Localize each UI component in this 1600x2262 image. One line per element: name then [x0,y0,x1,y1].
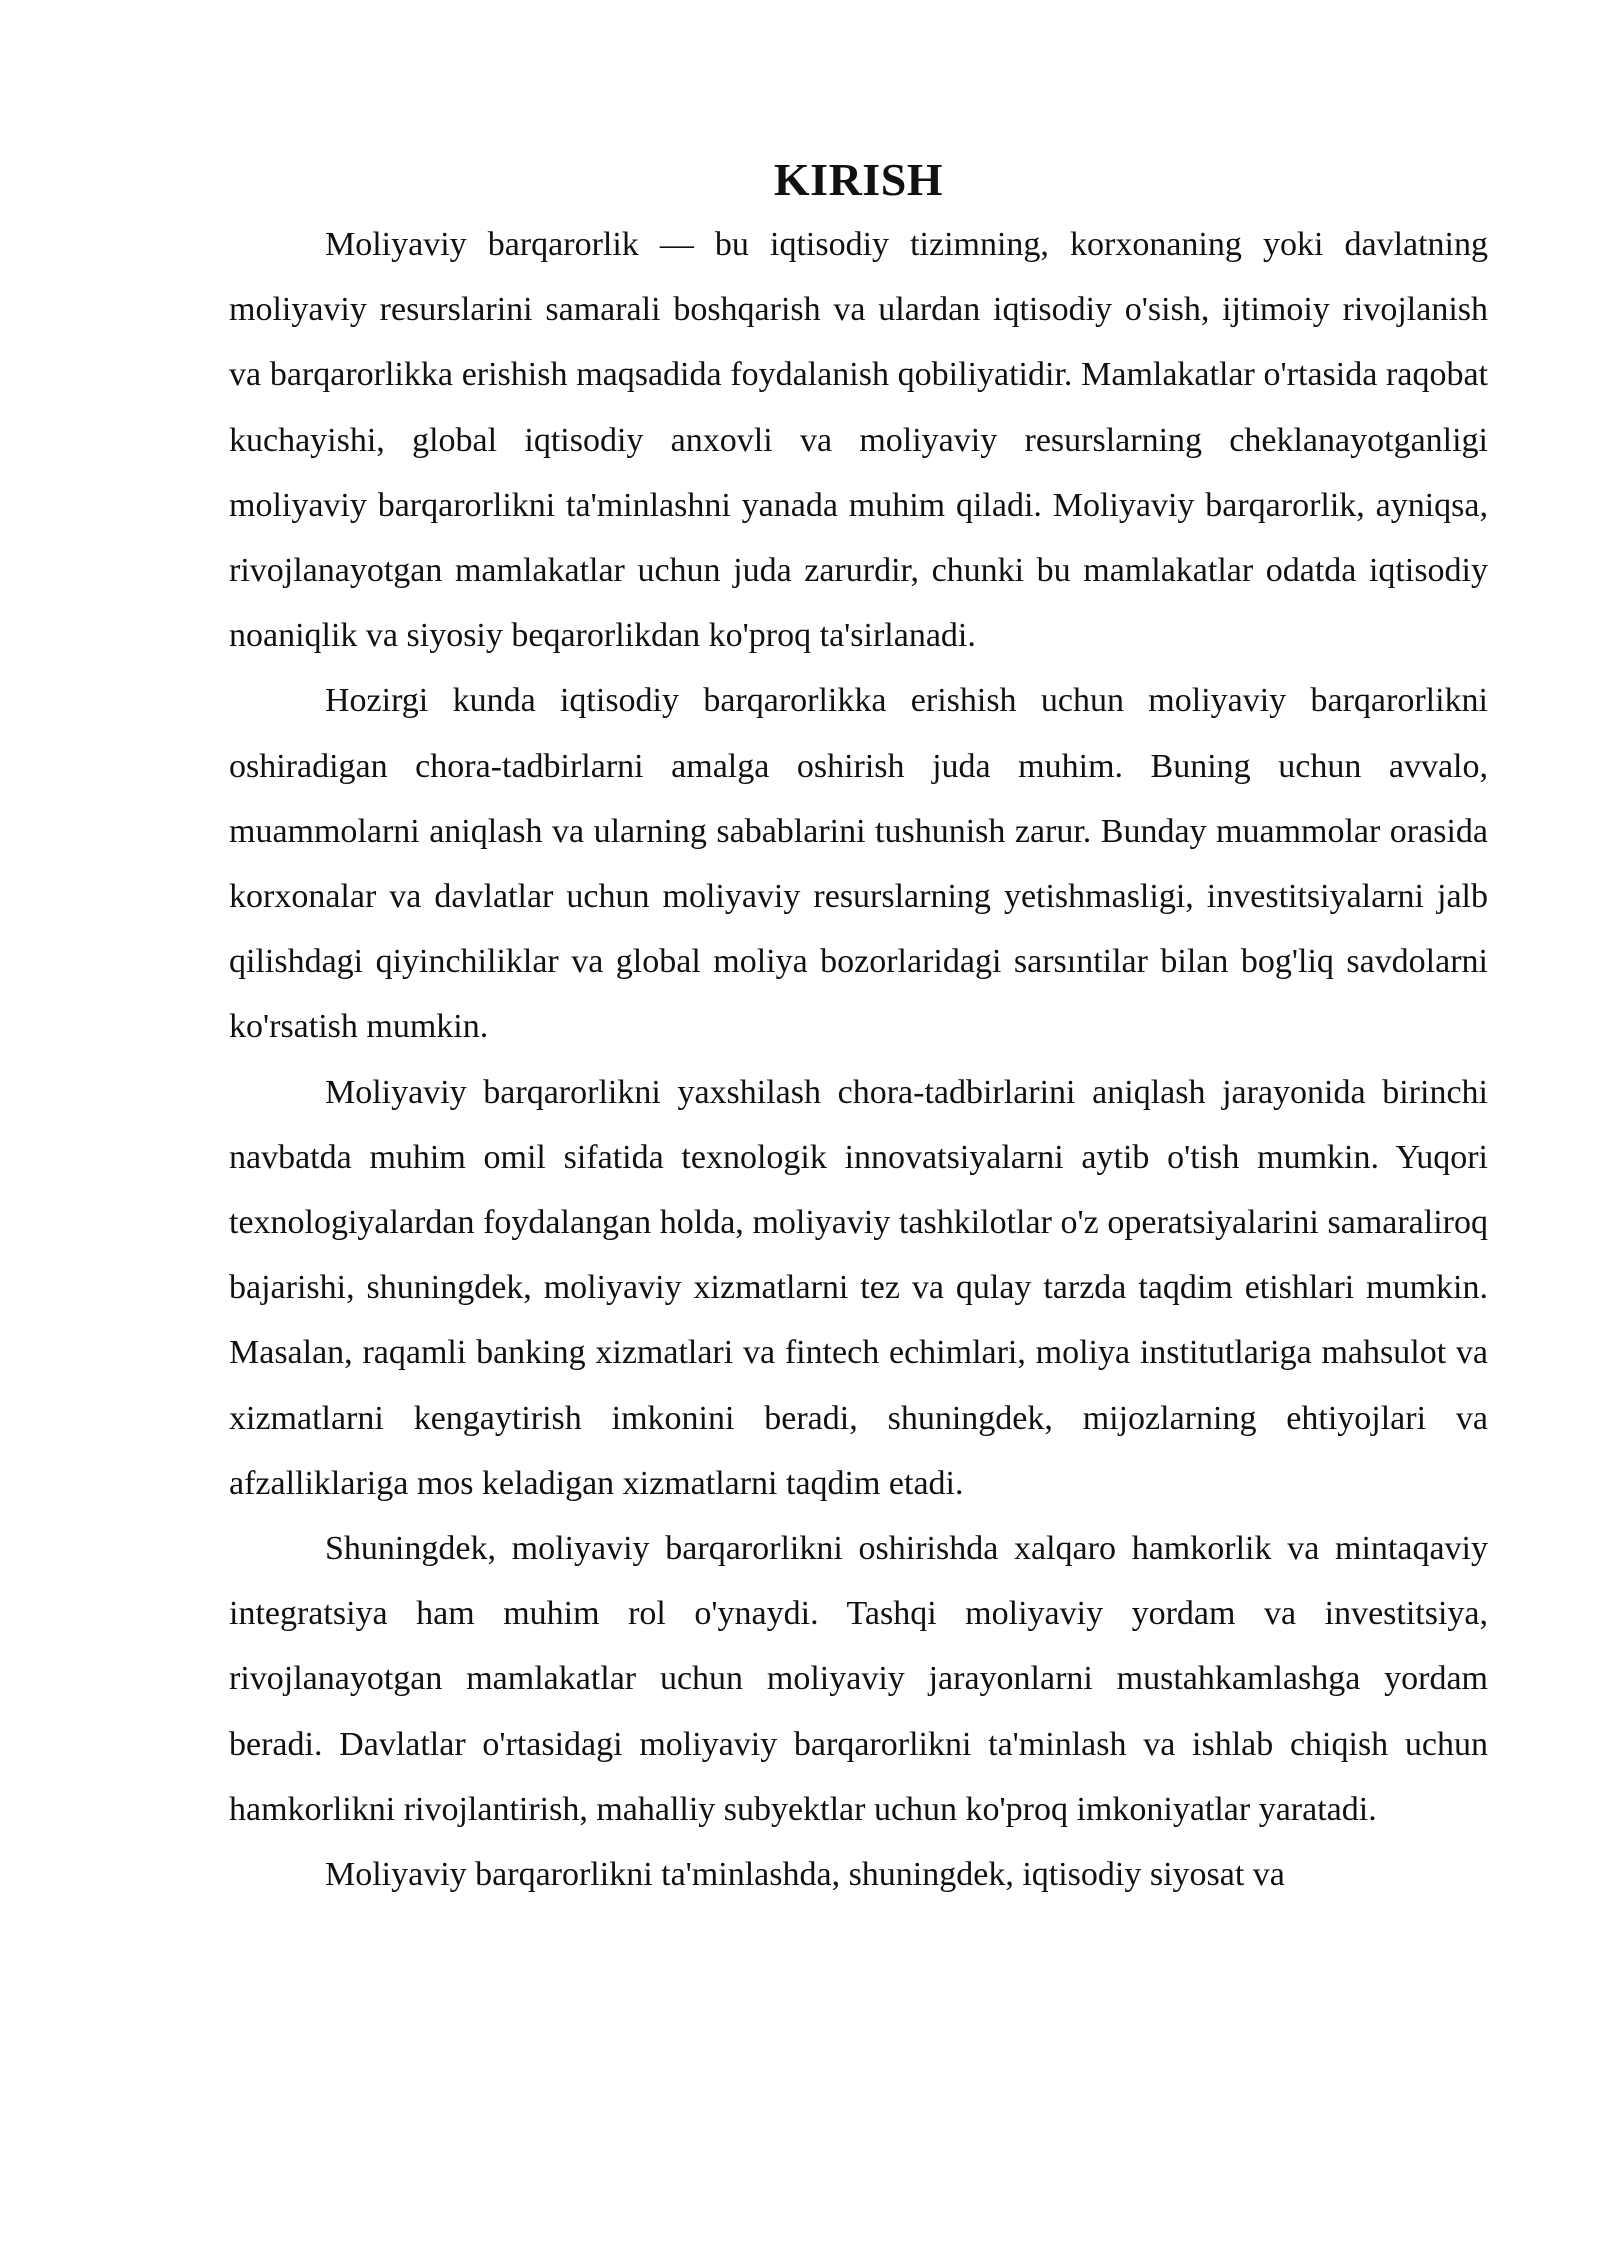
document-body [229,150,1488,1907]
paragraph-1: Moliyaviy barqarorlik — bu iqtisodiy tizimning, korxonaning yoki davlatning moliyaviy resurslarini samarali boshqarish va ulardan iqtisodiy o'sish, ijtimoiy rivojlanish va barqarorlikka erishish maqsadida foydalanish qobiliyatidir. Mamlakatlar o'rtasida raqobat kuchayishi, global iqtisodiy anxovli va moliyaviy resurslarning cheklanayotganligi moliyaviy barqarorlikni ta'minlashni yanada muhim qiladi. Moliyaviy barqarorlik, ayniqsa, rivojlanayotgan mamlakatlar uchun juda zarurdir, chunki bu mamlakatlar odatda iqtisodiy noaniqlik va siyosiy beqarorlikdan ko'proq ta'sirlanadi. [229,226,1488,655]
paragraph-3: Moliyaviy barqarorlikni yaxshilash chora-tadbirlarini aniqlash jarayonida birinchi navbatda muhim omil sifatida texnologik innovatsiyalarni aytib o'tish mumkin. Yuqori texnologiyalardan foydalangan holda, moliyaviy tashkilotlar o'z operatsiyalarini samaraliroq bajarishi, shuningdek, moliyaviy xizmatlarni tez va qulay tarzda taqdim etishlari mumkin. Masalan, raqamli banking xizmatlari va fintech echimlari, moliya institutlariga mahsulot va xizmatlarni kengaytirish imkonini beradi, shuningdek, mijozlarning ehtiyojlari va afzalliklariga mos keladigan xizmatlarni taqdim etadi. [229,1073,1488,1502]
paragraph-2: Hozirgi kunda iqtisodiy barqarorlikka erishish uchun moliyaviy barqarorlikni oshiradigan chora-tadbirlarni amalga oshirish juda muhim. Buning uchun avvalo, muammolarni aniqlash va ularning sabablarini tushunish zarur. Bunday muammolar orasida korxonalar va davlatlar uchun moliyaviy resurslarning yetishmasligi, investitsiyalarni jalb qilishdagi qiyinchiliklar va global moliya bozorlaridagi sarsıntilar bilan bog'liq savdolarni ko'rsatish mumkin. [229,682,1488,1046]
paragraph-5: Moliyaviy barqarorlikni ta'minlashda, shuningdek, iqtisodiy siyosat va [325,1856,1285,1894]
paragraph-4: Shuningdek, moliyaviy barqarorlikni oshirishda xalqaro hamkorlik va mintaqaviy integratsiya ham muhim rol o'ynaydi. Tashqi moliyaviy yordam va investitsiya, rivojlanayotgan mamlakatlar uchun moliyaviy jarayonlarni mustahkamlashga yordam beradi. Davlatlar o'rtasidagi moliyaviy barqarorlikni ta'minlash va ishlab chiqish uchun hamkorlikni rivojlantirish, mahalliy subyektlar uchun ko'proq imkoniyatlar yaratadi. [229,1530,1488,1828]
page-title: KIRISH [773,154,944,205]
